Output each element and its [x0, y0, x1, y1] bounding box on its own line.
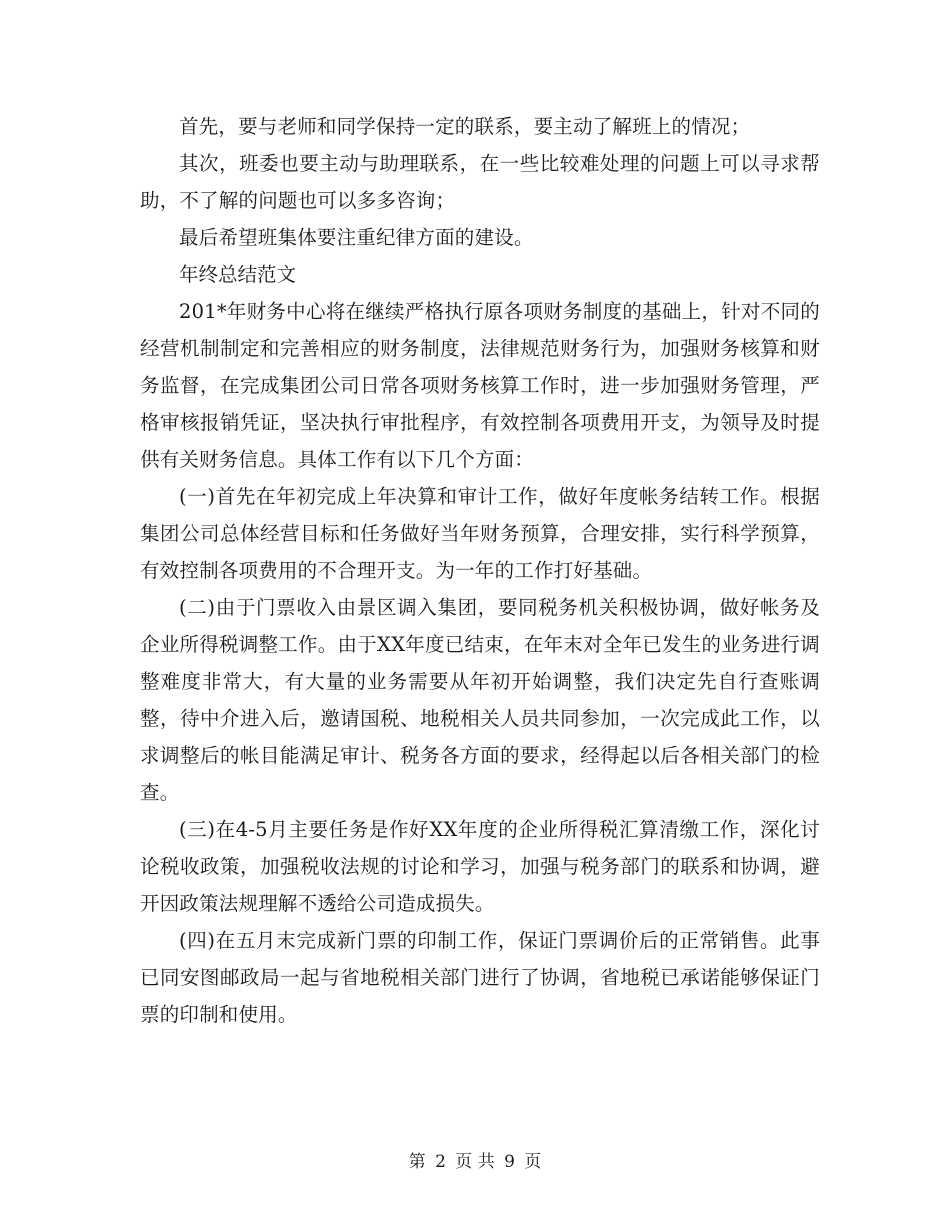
- paragraph-contact-teachers: 首先，要与老师和同学保持一定的联系，要主动了解班上的情况；: [179, 115, 751, 138]
- section-title: 年终总结范文: [179, 263, 297, 286]
- footer-suffix: 页: [524, 1152, 542, 1172]
- paragraph-item-4: (四)在五月末完成新门票的印制工作，保证门票调价后的正常销售。此事已同安图邮政局一起与省地税相关部门进行了协调，省地税已承诺能够保证门票的印制和使用。: [140, 929, 820, 1026]
- footer-total-pages: 9: [504, 1152, 515, 1172]
- paragraph-contact-assistant: 其次，班委也要主动与助理联系，在一些比较难处理的问题上可以寻求帮助，不了解的问题也可以多多咨询；: [140, 152, 820, 212]
- paragraph-item-1: (一)首先在年初完成上年决算和审计工作，做好年度帐务结转工作。根据集团公司总体经营目标和任务做好当年财务预算，合理安排，实行科学预算，有效控制各项费用的不合理开支。为一年的工作打好基础。: [140, 485, 820, 582]
- footer-page-number: 2: [435, 1152, 446, 1172]
- document-body: [140, 108, 820, 1033]
- paragraph-intro: 201*年财务中心将在继续严格执行原各项财务制度的基础上，针对不同的经营机制制定和完善相应的财务制度，法律规范财务行为，加强财务核算和财务监督，在完成集团公司日常各项财务核算工作时，进一步加强财务管理，严格审核报销凭证，坚决执行审批程序，有效控制各项费用开支，为领导及时提供有关财务信息。具体工作有以下几个方面：: [140, 300, 820, 471]
- page-footer: [0, 1150, 950, 1174]
- footer-middle: 页 共: [455, 1152, 495, 1172]
- footer-prefix: 第: [408, 1152, 426, 1172]
- paragraph-item-3: (三)在4-5月主要任务是作好XX年度的企业所得税汇算清缴工作，深化讨论税收政策，加强税收法规的讨论和学习，加强与税务部门的联系和协调，避开因政策法规理解不透给公司造成损失。: [140, 818, 820, 915]
- paragraph-discipline: 最后希望班集体要注重纪律方面的建设。: [179, 226, 534, 249]
- paragraph-item-2: (二)由于门票收入由景区调入集团，要同税务机关积极协调，做好帐务及企业所得税调整工作。由于XX年度已结束，在年末对全年已发生的业务进行调整难度非常大，有大量的业务需要从年初开始调整，我们决定先自行查账调整，待中介进入后，邀请国税、地税相关人员共同参加，一次完成此工作，以求调整后的帐目能满足审计、税务各方面的要求，经得起以后各相关部门的检查。: [140, 596, 820, 804]
